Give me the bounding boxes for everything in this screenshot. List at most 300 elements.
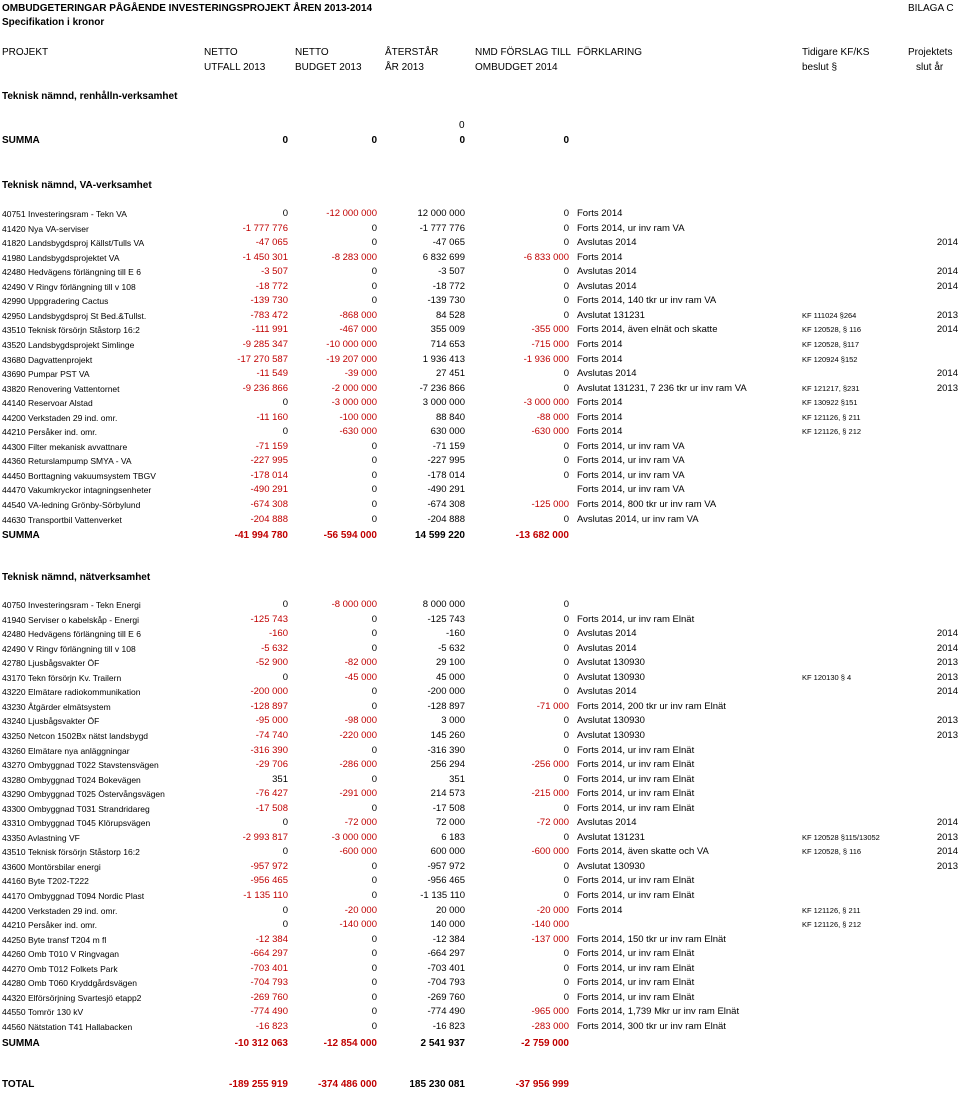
project-name: 44450 Borttagning vakuumsystem TBGV (2, 470, 156, 481)
table-row (0, 672, 960, 684)
netto-utfall: 0 (282, 671, 288, 683)
ombudget: 0 (563, 309, 569, 321)
slut-ar: 2014 (936, 642, 958, 654)
forklaring: Forts 2014, ur inv ram Elnät (577, 759, 695, 771)
netto-budget: -100 000 (339, 411, 377, 423)
netto-utfall: -111 991 (251, 324, 288, 336)
slut-ar: 2013 (936, 309, 958, 321)
aterstar: 3 000 000 (422, 397, 465, 409)
netto-utfall: -956 465 (250, 875, 288, 887)
netto-utfall: 0 (282, 208, 288, 219)
project-name: 43600 Montörsbilar energi (2, 861, 101, 872)
forklaring: Avslutas 2014 (577, 642, 637, 654)
project-name: 44200 Verkstaden 29 ind. omr. (2, 905, 118, 916)
ombudget: 0 (563, 295, 569, 307)
aterstar: -5 632 (438, 642, 465, 654)
ombudget: 0 (563, 831, 569, 843)
netto-utfall: -125 743 (250, 613, 288, 625)
netto-budget: 0 (371, 686, 377, 698)
total-aterstar: 185 230 081 (409, 1079, 465, 1090)
table-row (0, 861, 960, 873)
total-label: TOTAL (2, 1079, 35, 1090)
aterstar: 84 528 (435, 309, 465, 321)
ombudget: 0 (563, 628, 569, 640)
netto-utfall: -76 427 (255, 788, 288, 800)
forklaring: Forts 2014, ur inv ram VA (577, 469, 685, 481)
project-name: 43310 Ombyggnad T045 Klörupsvägen (2, 818, 151, 829)
aterstar: -1 135 110 (420, 890, 465, 901)
netto-budget: 0 (371, 628, 377, 640)
forklaring: Avslutat 130930 (577, 657, 645, 669)
netto-budget: 0 (371, 280, 377, 292)
netto-utfall: -17 270 587 (237, 353, 288, 365)
aterstar: 1 936 413 (422, 353, 465, 365)
project-name: 44210 Persåker ind. omr. (2, 427, 97, 438)
table-row (0, 614, 960, 626)
aterstar: -128 897 (427, 700, 465, 712)
table-row (0, 599, 960, 611)
project-name: 44360 Returslampump SMYA - VA (2, 456, 132, 467)
netto-utfall: -12 384 (255, 933, 288, 945)
netto-budget: 0 (371, 977, 377, 989)
forklaring: Avslutas 2014 (577, 368, 637, 380)
netto-budget: 0 (371, 613, 377, 625)
table-row (0, 846, 960, 858)
aterstar: -71 159 (432, 440, 465, 452)
ombudget: 0 (563, 671, 569, 683)
forklaring: Avslutat 131231, 7 236 tkr ur inv ram VA (577, 382, 747, 394)
netto-utfall: 0 (282, 817, 288, 829)
forklaring: Avslutat 130930 (577, 729, 645, 741)
summa-ombudget: -13 682 000 (515, 530, 569, 541)
aterstar: 12 000 000 (417, 208, 465, 219)
slut-ar: 2013 (936, 831, 958, 843)
forklaring: Avslutas 2014 (577, 237, 637, 249)
project-name: 40750 Investeringsram - Tekn Energi (2, 600, 141, 610)
netto-budget: 0 (371, 1020, 377, 1032)
netto-utfall: -74 740 (255, 729, 288, 741)
netto-budget: 0 (371, 860, 377, 872)
forklaring: Forts 2014 (577, 426, 623, 438)
document-subtitle: Specifikation i kronor (2, 17, 105, 28)
netto-utfall: -139 730 (250, 295, 288, 307)
forklaring: Forts 2014, ur inv ram Elnät (577, 875, 695, 887)
summa-label: SUMMA (2, 135, 40, 146)
table-row (0, 514, 960, 526)
netto-utfall: -774 490 (250, 1006, 288, 1018)
table-row (0, 715, 960, 727)
summa-budget: -12 854 000 (323, 1038, 377, 1049)
netto-budget: -600 000 (339, 846, 377, 858)
netto-utfall: -47 065 (255, 237, 288, 249)
table-row (0, 484, 960, 496)
netto-budget: -467 000 (339, 324, 377, 336)
slut-ar: 2014 (936, 368, 958, 380)
kf-beslut: KF 121126, § 211 (802, 412, 861, 422)
netto-utfall: 0 (282, 904, 288, 916)
netto-utfall: -227 995 (250, 455, 288, 467)
slut-ar: 2014 (936, 817, 958, 829)
table-row (0, 745, 960, 757)
netto-budget: 0 (371, 991, 377, 1003)
netto-budget: -630 000 (339, 426, 377, 438)
col-netto-budget-b: BUDGET 2013 (295, 62, 362, 73)
col-kf-a: Tidigare KF/KS (802, 47, 870, 58)
netto-budget: 0 (371, 700, 377, 712)
total-ombudget: -37 956 999 (515, 1079, 569, 1090)
forklaring: Avslutas 2014, ur inv ram VA (577, 513, 699, 525)
ombudget: 0 (563, 237, 569, 249)
forklaring: Forts 2014, ur inv ram Elnät (577, 788, 695, 800)
aterstar: 6 832 699 (422, 251, 465, 263)
project-name: 44630 Transportbil Vattenverket (2, 514, 122, 525)
netto-budget: 0 (371, 440, 377, 452)
kf-beslut: KF 120924 §152 (802, 354, 858, 364)
aterstar: 20 000 (435, 904, 465, 916)
aterstar: -204 888 (427, 513, 465, 525)
aterstar: 630 000 (430, 426, 465, 438)
table-row (0, 252, 960, 264)
table-row (0, 1006, 960, 1018)
col-forklaring: FÖRKLARING (577, 47, 643, 58)
table-row (0, 730, 960, 742)
slut-ar: 2014 (936, 628, 958, 640)
netto-budget: 0 (371, 484, 377, 496)
aterstar: -704 793 (427, 977, 465, 989)
table-row (0, 1021, 960, 1033)
netto-utfall: -9 236 866 (242, 382, 288, 394)
col-slut-b: slut år (916, 62, 944, 73)
col-netto-budget-a: NETTO (295, 47, 329, 58)
project-name: 44140 Reservoar Alstad (2, 398, 93, 409)
section-renhallning-title: Teknisk nämnd, renhålln-verksamhet (2, 91, 178, 102)
kf-beslut: KF 121126, § 212 (802, 427, 862, 437)
ombudget: 0 (563, 802, 569, 814)
ombudget: 0 (563, 773, 569, 785)
aterstar: -664 297 (427, 948, 465, 960)
col-aterstar-a: ÅTERSTÅR (385, 47, 439, 58)
table-row (0, 643, 960, 655)
ombudget: -125 000 (531, 499, 569, 510)
table-row (0, 817, 960, 829)
forklaring: Forts 2014, även elnät och skatte (577, 324, 718, 336)
project-name: 42480 Hedvägens förlängning till E 6 (2, 267, 141, 278)
project-name: 44320 Elförsörjning Svartesjö etapp2 (2, 992, 142, 1003)
netto-budget: 0 (371, 499, 377, 510)
forklaring: Forts 2014, även skatte och VA (577, 846, 709, 858)
aterstar: -7 236 866 (419, 382, 465, 394)
table-row (0, 310, 960, 322)
netto-budget: -868 000 (339, 309, 377, 321)
netto-budget: -82 000 (344, 657, 377, 669)
netto-budget: -45 000 (344, 671, 377, 683)
ombudget: 0 (563, 266, 569, 278)
kf-beslut: KF 111024 §264 (802, 310, 857, 320)
slut-ar: 2014 (936, 266, 958, 278)
summa-label: SUMMA (2, 1038, 40, 1049)
forklaring: Forts 2014, ur inv ram Elnät (577, 890, 695, 901)
project-name: 43270 Ombyggnad T022 Stavstensvägen (2, 760, 159, 771)
netto-utfall: -200 000 (250, 686, 288, 698)
grand-total (0, 1079, 960, 1091)
kf-beslut: KF 120528 §115/13052 (802, 832, 880, 842)
kf-beslut: KF 120528, § 116 (802, 325, 862, 335)
aterstar: -47 065 (432, 237, 465, 249)
ombudget: -72 000 (536, 817, 569, 829)
aterstar: -269 760 (427, 991, 465, 1003)
table-row (0, 208, 960, 220)
section-va-summa (0, 530, 960, 542)
ombudget: 0 (563, 469, 569, 481)
table-row (0, 686, 960, 698)
netto-utfall: 0 (282, 846, 288, 858)
project-name: 44250 Byte transf T204 m fl (2, 934, 107, 945)
aterstar: 88 840 (435, 411, 465, 423)
netto-utfall: -664 297 (250, 948, 288, 960)
col-nmd-b: OMBUDGET 2014 (475, 62, 558, 73)
aterstar: -774 490 (427, 1006, 465, 1018)
aterstar: 714 653 (430, 338, 465, 350)
ombudget: -137 000 (531, 933, 569, 945)
forklaring: Forts 2014, ur inv ram Elnät (577, 977, 695, 989)
table-row (0, 701, 960, 713)
netto-utfall: -674 308 (250, 499, 288, 510)
netto-budget: 0 (371, 455, 377, 467)
table-row (0, 237, 960, 249)
slut-ar: 2013 (936, 860, 958, 872)
aterstar: -125 743 (427, 613, 465, 625)
project-name: 43260 Elmätare nya anläggningar (2, 745, 130, 756)
ombudget: -965 000 (531, 1006, 569, 1018)
project-name: 40751 Investeringsram - Tekn VA (2, 209, 127, 219)
slut-ar: 2014 (936, 237, 958, 249)
aterstar: 355 009 (430, 324, 465, 336)
netto-utfall: -160 (268, 628, 288, 640)
ombudget: 0 (563, 875, 569, 887)
netto-budget: -291 000 (339, 788, 377, 800)
forklaring: Forts 2014 (577, 904, 623, 916)
table-row (0, 397, 960, 409)
netto-budget: 0 (371, 948, 377, 960)
table-row (0, 948, 960, 960)
summa-ombudget: 0 (563, 135, 569, 146)
netto-utfall: -11 549 (256, 368, 288, 380)
table-row (0, 281, 960, 293)
table-row (0, 803, 960, 815)
netto-budget: 0 (371, 469, 377, 481)
forklaring: Avslutat 131231 (577, 831, 645, 843)
table-row (0, 266, 960, 278)
forklaring: Forts 2014 (577, 411, 623, 423)
kf-beslut: KF 120528, § 116 (802, 847, 862, 857)
netto-utfall: 351 (272, 773, 288, 785)
netto-utfall: -1 450 301 (242, 251, 288, 263)
forklaring: Avslutat 130930 (577, 860, 645, 872)
ombudget: 0 (563, 744, 569, 756)
table-row (0, 977, 960, 989)
ombudget: 0 (563, 686, 569, 698)
forklaring: Forts 2014, ur inv ram VA (577, 440, 685, 452)
aterstar: 214 573 (430, 788, 465, 800)
col-kf-b: beslut § (802, 62, 838, 73)
forklaring: Forts 2014, ur inv ram Elnät (577, 962, 695, 974)
netto-utfall: -269 760 (250, 991, 288, 1003)
project-name: 42480 Hedvägens förlängning till E 6 (2, 629, 141, 640)
project-name: 43290 Ombyggnad T025 Östervångsvägen (2, 789, 165, 800)
netto-utfall: -5 632 (261, 642, 288, 654)
forklaring: Forts 2014, ur inv ram Elnät (577, 948, 695, 960)
table-row (0, 759, 960, 771)
netto-budget: 0 (371, 513, 377, 525)
ombudget: 0 (563, 613, 569, 625)
aterstar: -316 390 (427, 744, 465, 756)
summa-budget: 0 (371, 135, 377, 146)
forklaring: Forts 2014 (577, 208, 623, 219)
forklaring: Forts 2014, 140 tkr ur inv ram VA (577, 295, 717, 307)
col-aterstar-b: ÅR 2013 (385, 62, 424, 73)
aterstar: 140 000 (430, 919, 465, 931)
project-name: 43510 Teknisk försörjn Ståstorp 16:2 (2, 325, 140, 336)
table-row (0, 441, 960, 453)
kf-beslut: KF 130922 §151 (802, 398, 858, 408)
netto-budget: -20 000 (344, 904, 377, 916)
netto-utfall: -17 508 (255, 802, 288, 814)
slut-ar: 2014 (936, 846, 958, 858)
project-name: 44160 Byte T202-T222 (2, 876, 89, 887)
project-name: 41980 Landsbygdsprojektet VA (2, 252, 120, 263)
ombudget: -715 000 (531, 338, 569, 350)
section-nat-title: Teknisk nämnd, nätverksamhet (2, 572, 151, 583)
project-name: 42490 V Ringv förlängning till v 108 (2, 281, 136, 292)
forklaring: Forts 2014, 150 tkr ur inv ram Elnät (577, 933, 726, 945)
forklaring: Forts 2014, ur inv ram Elnät (577, 613, 695, 625)
netto-budget: -140 000 (339, 919, 377, 931)
table-row (0, 832, 960, 844)
summa-utfall: -41 994 780 (234, 530, 288, 541)
ombudget: -88 000 (536, 411, 569, 423)
forklaring: Forts 2014, 800 tkr ur inv ram VA (577, 499, 717, 510)
forklaring: Forts 2014, 200 tkr ur inv ram Elnät (577, 700, 726, 712)
netto-budget: -39 000 (344, 368, 377, 380)
netto-utfall: -703 401 (250, 962, 288, 974)
forklaring: Forts 2014 (577, 397, 623, 409)
table-row (0, 919, 960, 931)
col-netto-utfall-b: UTFALL 2013 (204, 62, 266, 73)
kf-beslut: KF 120528, §117 (802, 339, 859, 349)
aterstar: -490 291 (427, 484, 465, 496)
project-name: 43230 Åtgärder elmätsystem (2, 701, 111, 712)
project-name: 44470 Vakumkryckor intagningsenheter (2, 485, 152, 496)
slut-ar: 2013 (936, 671, 958, 683)
ombudget: -1 936 000 (523, 353, 569, 365)
project-name: 43280 Ombyggnad T024 Bokevägen (2, 774, 141, 785)
netto-utfall: -704 793 (250, 977, 288, 989)
aterstar: 351 (449, 773, 465, 785)
summa-utfall: 0 (282, 135, 288, 146)
project-name: 43220 Elmätare radiokommunikation (2, 687, 141, 698)
netto-utfall: -11 160 (256, 411, 288, 423)
ombudget: 0 (563, 222, 569, 234)
ombudget: -20 000 (536, 904, 569, 916)
netto-budget: 0 (371, 266, 377, 278)
kf-beslut: KF 120130 § 4 (802, 672, 852, 682)
project-name: 42950 Landsbygdsproj St Bed.&Tullst. (2, 310, 147, 321)
table-row (0, 875, 960, 887)
aterstar: 72 000 (435, 817, 465, 829)
netto-budget: 0 (371, 295, 377, 307)
ombudget: 0 (563, 208, 569, 219)
aterstar: -160 (445, 628, 465, 640)
aterstar: -3 507 (438, 266, 465, 278)
aterstar: -200 000 (427, 686, 465, 698)
netto-utfall: -52 900 (255, 657, 288, 669)
netto-utfall: -71 159 (255, 440, 288, 452)
ombudget: 0 (563, 455, 569, 467)
ombudget: 0 (563, 382, 569, 394)
slut-ar: 2014 (936, 324, 958, 336)
project-name: 42780 Ljusbågsvakter ÖF (2, 658, 100, 669)
netto-utfall: -178 014 (250, 469, 288, 481)
col-netto-utfall-a: NETTO (204, 47, 238, 58)
project-name: 44280 Omb T060 Kryddgårdsvägen (2, 978, 137, 989)
table-row (0, 628, 960, 640)
slut-ar: 2014 (936, 686, 958, 698)
section-va-title: Teknisk nämnd, VA-verksamhet (2, 180, 152, 191)
forklaring: Forts 2014, ur inv ram Elnät (577, 802, 695, 814)
table-row (0, 412, 960, 424)
aterstar: 45 000 (435, 671, 465, 683)
project-name: 43510 Teknisk försörjn Ståstorp 16:2 (2, 847, 140, 858)
aterstar: -12 384 (432, 933, 465, 945)
col-projekt: PROJEKT (2, 47, 49, 58)
aterstar: -956 465 (427, 875, 465, 887)
netto-utfall: -3 507 (261, 266, 288, 278)
aterstar: 256 294 (430, 759, 465, 771)
netto-utfall: -957 972 (250, 860, 288, 872)
table-row (0, 223, 960, 235)
project-name: 43820 Renovering Vattentornet (2, 383, 120, 394)
ombudget: -215 000 (531, 788, 569, 800)
total-budget: -374 486 000 (318, 1079, 377, 1090)
section-renhallning-zero: 0 (459, 120, 465, 131)
total-utfall: -189 255 919 (229, 1079, 288, 1090)
kf-beslut: KF 121126, § 212 (802, 920, 862, 930)
netto-budget: 0 (371, 773, 377, 785)
netto-utfall: 0 (282, 919, 288, 931)
section-nat-summa (0, 1038, 960, 1050)
netto-budget: 0 (371, 802, 377, 814)
netto-budget: 0 (371, 222, 377, 234)
aterstar: -16 823 (432, 1020, 465, 1032)
project-name: 44300 Filter mekanisk avvattnare (2, 441, 128, 452)
section-renhallning-summa (0, 135, 960, 147)
project-name: 43520 Landsbygdsprojekt Simlinge (2, 339, 135, 350)
forklaring: Avslutas 2014 (577, 686, 637, 698)
netto-utfall: 0 (282, 397, 288, 409)
netto-budget: -3 000 000 (331, 831, 377, 843)
col-nmd-a: NMD FÖRSLAG TILL (475, 47, 571, 58)
kf-beslut: KF 121217, §231 (802, 383, 860, 393)
netto-utfall: -9 285 347 (242, 338, 288, 350)
ombudget: 0 (563, 657, 569, 669)
ombudget: 0 (563, 599, 569, 610)
slut-ar: 2013 (936, 657, 958, 669)
slut-ar: 2013 (936, 715, 958, 727)
aterstar: -139 730 (427, 295, 465, 307)
netto-budget: -2 000 000 (331, 382, 377, 394)
ombudget: 0 (563, 977, 569, 989)
col-slut-a: Projektets (908, 47, 953, 58)
